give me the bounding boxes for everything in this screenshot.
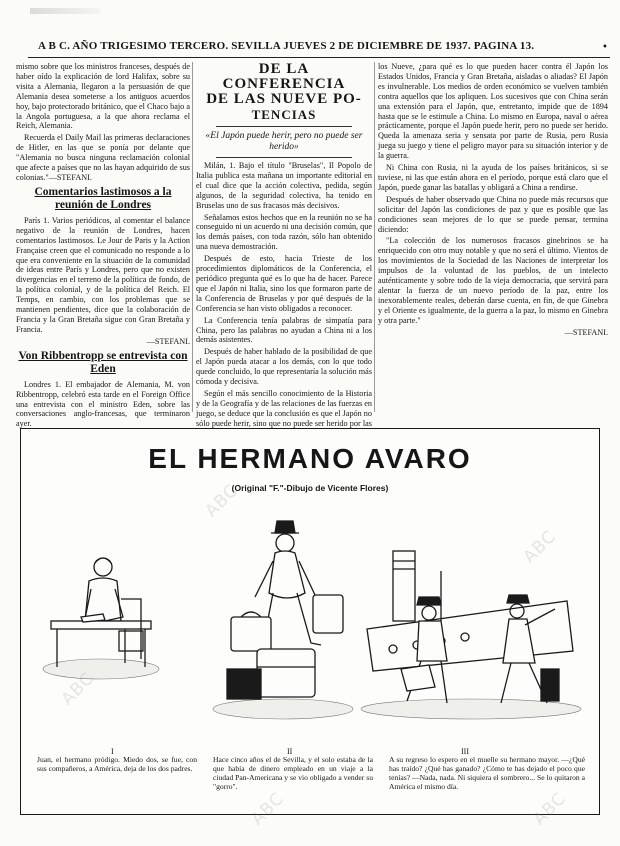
article-paragraph: París 1. Varios periódicos, al comentar el balance negativo de la reunión de Londres, hacen comentarios lastimosos. Le Jour de Paris y la Action Française creen que el comunicado no responde a lo que era conveniente en la situación de la comunidad de ideas entre París y Londres, pero que no existen divergencias en el terreno de la política de fondo, de la política colonial, y de la política del Reich. El Temps, en cambio, con los problemas que se mantienen pendientes, dice que la colaboración de Francia y la Gran Bretaña sigue con Gran Bretaña y Francia. bbox=[16, 215, 190, 334]
article-signature: —STEFANI. bbox=[564, 327, 608, 337]
panel-3-numeral: III bbox=[461, 747, 469, 756]
cartoon-credit: (Original "F."-Dibujo de Vicente Flores) bbox=[231, 483, 389, 493]
panel-1-numeral: I bbox=[111, 747, 114, 756]
article-paragraph: Señalamos estos hechos que en la reunión no se ha conseguido ni un acuerdo ni una decisión común, que los demás países, con toda razón, sólo han obtenido una nueva demostración. bbox=[196, 212, 372, 252]
panel-1-drawing bbox=[43, 558, 159, 679]
cartoon-box bbox=[20, 428, 600, 830]
subheadline: «El Japón puede herir, pero no puede ser herido» bbox=[205, 131, 363, 152]
column-right bbox=[378, 62, 608, 417]
main-headline-line: TENCIAS bbox=[251, 107, 317, 122]
watermark-text: ABC bbox=[247, 788, 289, 830]
column-divider bbox=[374, 62, 375, 412]
article-headline: Von Ribbentropp se entrevista con Eden bbox=[18, 349, 188, 375]
article-paragraph: Después de esto, hacia Trieste de los procedimientos diplomáticos de la Conferencia, el periódico pregunta qué es lo que ha de hacer. Parece que el Japón ni Italia, sino los que formaron parte de la Conferencia de Bruselas y por qué después de la Conferencia se han visto obligados a reconocer. bbox=[196, 254, 372, 313]
panel-2-numeral: II bbox=[287, 747, 293, 756]
article-signature: —STEFANI. bbox=[146, 336, 190, 346]
panel-3-caption: A su regreso lo espero en el muelle su hermano mayor. —¿Qué has traído? ¿Qué has ganado? ¿Cómo te has dejado el poco que tenías? —Nada, nada. Ni siquiera el sombrero... Se lo quitaron a América el mismo día. bbox=[389, 755, 585, 791]
panel-3-drawing bbox=[361, 551, 581, 719]
page-header: A B C. AÑO TRIGESIMO TERCERO. SEVILLA JUEVES 2 DE DICIEMBRE DE 1937. PAGINA 13. bbox=[38, 40, 535, 52]
watermark-text: ABC bbox=[529, 788, 571, 830]
watermark-text: ABC bbox=[201, 480, 243, 522]
article-paragraph: mismo sobre que los ministros franceses, después de haber oído la explicación de lord Halifax, sobre su visita a Alemania, llegaron a la persuasión de que Alemania desea someterse a los antiguos acuerdos hoy, bajo protectorado británico, que el Chaco bajo a la Angola portuguesa, a la que ahora reclama el Reich, Alemania. bbox=[16, 62, 190, 131]
main-headline-line: DE LA CONFERENCIA bbox=[222, 61, 346, 92]
main-headline-line: DE LAS NUEVE PO- bbox=[206, 91, 362, 107]
panel-1-caption: Juan, el hermano pródigo. Miedo dos, se fue, con sus compañeros, a América, deja de los dos padres. bbox=[37, 755, 197, 773]
article-paragraph: Después de haber observado que China no puede más recursos que solicitar del Japón las condiciones de paz y que es posible que las condiciones sean mejores de lo que se puede pensar, termina diciendo: bbox=[378, 194, 608, 234]
article-paragraph: Según el más sencillo conocimiento de la Historia y de la Geografía y de las relaciones de las fuerzas en juego, se deduce que la conclusión es que el Japón no sólo puede herir, sino que no puede ser herido por las bbox=[196, 388, 372, 428]
article-paragraph: Ni China con Rusia, ni la ayuda de los países británicos, si se tuviese, ni las que están ahora en el período, porque está claro que el Japón, puede ganar las batallas y obligará a China a rendirse. bbox=[378, 163, 608, 192]
margin-mark: • bbox=[602, 42, 608, 53]
article-paragraph: "La colección de los numerosos fracasos ginebrinos se ha enriquecido con otro muy notable y que no será el último. Vientos de los movimientos de la Sociedad de las Naciones de interpretar los impulsos de la voluntad de los pueblos, de un intelecto auténticamente y sobre todo de la vieja democracia, que servirá para alentar la fuerza de un nuevo período de la paz, entre los inexorablemente reales, deberán darse cuenta, en fin, de que Ginebra y el Oriente es igualmente, de la guerra a la paz, lo mismo en Ginebra y otra parte." bbox=[378, 236, 608, 325]
cartoon-illustration bbox=[21, 499, 599, 741]
article-headline: Comentarios lastimosos a la reunión de Londres bbox=[34, 185, 172, 211]
watermark-text: ABC bbox=[519, 526, 561, 568]
cartoon-title: EL HERMANO AVARO bbox=[148, 443, 472, 474]
header-rule bbox=[28, 57, 610, 58]
column-left bbox=[16, 62, 190, 429]
headline-rule bbox=[216, 126, 352, 127]
article-paragraph: Después de haber hablado de la posibilidad de que el Japón pueda atacar a los demás, con lo que todo quede concluido, lo que representaría la solución más cómoda y decisiva. bbox=[196, 347, 372, 387]
scan-artifact bbox=[30, 8, 100, 14]
panel-2-drawing bbox=[213, 521, 353, 719]
article-paragraph: La Conferencia tenía palabras de simpatía para China, pero las palabras no ayudan a China ni a los demás asistentes. bbox=[196, 315, 372, 345]
article-paragraph: Milán, 1. Bajo el título "Bruselas", Il Popolo de Italia publica esta mañana un importante editorial en el cual dice que la acción colectiva, pedida, según algunos, de la seguridad colectiva, ha tenido en Bruselas uno de sus fracasos más decisivos. bbox=[196, 161, 372, 210]
column-center bbox=[196, 61, 372, 428]
column-divider bbox=[192, 62, 193, 412]
article-paragraph: los Nueve, ¿para qué es lo que pueden hacer contra él Japón los Estados Unidos, Francia y Gran Bretaña, aisladas o aliadas? El Japón es invulnerable. Los medios de orden económico se vuelven también contra aquellos que los apliquen. Los sucesivos que con China serán una extensión para el Japón, que, entretanto, impide que de 1894 hasta que se le estimule a China. Lo mismo en Europa, naval o aérea prácticamente, porque el Japón puede herir, pero no puede ser herido. Queda la amenaza seria y sensata por parte de Rusia, pero Rusia juega su juego y tiene el peligro mayor para su situación interior y de la guerra. bbox=[378, 62, 608, 161]
headline-rule bbox=[216, 157, 352, 158]
watermark-text: ABC bbox=[57, 668, 99, 710]
panel-2-caption: Hace cinco años el de Sevilla, y el solo estaba de la que había de dinero empleado en un viaje a la ciudad Pan-Americana y se vio obligado a vender su "gorro". bbox=[213, 755, 373, 791]
article-paragraph: Londres 1. El embajador de Alemania, M. von Ribbentropp, celebró esta tarde en el Foreign Office una entrevista con el ministro Eden, sobre las conversaciones anglo-francesas, que terminaron ayer. bbox=[16, 379, 190, 429]
article-paragraph: Recuerda el Daily Mail las primeras declaraciones de Hitler, en las que se ponía por delante que "Alemania no busca ninguna reclamación colonial que afecte a países que no las hayan adquirido de sus colonias."—STEFANI. bbox=[16, 133, 190, 182]
